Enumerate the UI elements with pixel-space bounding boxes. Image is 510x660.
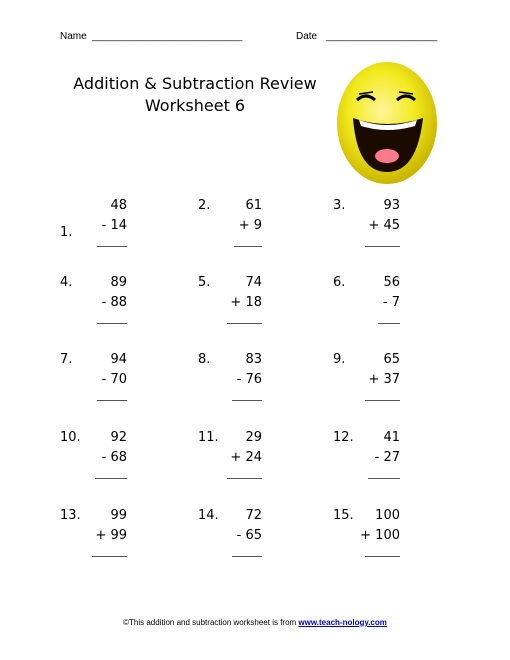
answer-line[interactable] [95, 478, 127, 479]
top-operand: 65 [383, 352, 400, 367]
answer-line[interactable] [232, 556, 262, 557]
bottom-operand: + 9 [238, 218, 262, 233]
problem-number: 5. [198, 275, 211, 290]
title-line-1: Addition & Subtraction Review [73, 74, 317, 93]
answer-line[interactable] [365, 246, 400, 247]
answer-line[interactable] [227, 323, 262, 324]
laughing-smiley-face-icon [335, 60, 440, 186]
top-operand: 29 [245, 430, 262, 445]
problem-number: 15. [333, 508, 354, 523]
top-operand: 99 [110, 508, 127, 523]
problem-number: 3. [333, 198, 346, 213]
bottom-operand: + 99 [95, 528, 127, 543]
bottom-operand: + 24 [230, 450, 262, 465]
top-operand: 56 [383, 275, 400, 290]
answer-line[interactable] [232, 400, 262, 401]
top-operand: 92 [110, 430, 127, 445]
answer-line[interactable] [378, 323, 400, 324]
worksheet-title [60, 73, 330, 117]
top-operand: 72 [245, 508, 262, 523]
answer-line[interactable] [368, 478, 400, 479]
top-operand: 100 [375, 508, 400, 523]
answer-line[interactable] [365, 556, 400, 557]
top-operand: 83 [245, 352, 262, 367]
answer-line[interactable] [92, 556, 127, 557]
answer-line[interactable] [97, 323, 127, 324]
name-field-line[interactable]: ___________________________ [92, 31, 243, 42]
bottom-operand: - 27 [374, 450, 400, 465]
problem-number: 14. [198, 508, 219, 523]
copyright-footer [0, 618, 510, 627]
top-operand: 94 [110, 352, 127, 367]
teach-nology-link[interactable]: www.teach-nology.com [298, 618, 387, 627]
title-line-2: Worksheet 6 [144, 96, 246, 115]
problem-number: 9. [333, 352, 346, 367]
bottom-operand: - 65 [236, 528, 262, 543]
top-operand: 61 [245, 198, 262, 213]
bottom-operand: - 76 [236, 372, 262, 387]
date-field-line[interactable]: ____________________ [326, 31, 438, 42]
top-operand: 93 [383, 198, 400, 213]
answer-line[interactable] [234, 246, 262, 247]
name-label: Name [60, 31, 87, 42]
bottom-operand: - 68 [101, 450, 127, 465]
bottom-operand: + 100 [360, 528, 400, 543]
date-label: Date [296, 31, 318, 42]
answer-line[interactable] [97, 246, 127, 247]
top-operand: 41 [383, 430, 400, 445]
bottom-operand: + 18 [230, 295, 262, 310]
bottom-operand: - 14 [101, 218, 127, 233]
top-operand: 48 [110, 198, 127, 213]
bottom-operand: - 70 [101, 372, 127, 387]
top-operand: 89 [110, 275, 127, 290]
bottom-operand: - 7 [382, 295, 400, 310]
problem-number: 6. [333, 275, 346, 290]
bottom-operand: + 37 [368, 372, 400, 387]
problem-number: 8. [198, 352, 211, 367]
problem-number: 2. [198, 198, 211, 213]
top-operand: 74 [245, 275, 262, 290]
answer-line[interactable] [97, 400, 127, 401]
problem-number: 12. [333, 430, 354, 445]
problem-number: 11. [198, 430, 219, 445]
problem-number: 7. [60, 352, 73, 367]
problem-number: 4. [60, 275, 73, 290]
answer-line[interactable] [227, 478, 262, 479]
bottom-operand: + 45 [368, 218, 400, 233]
problem-number: 10. [60, 430, 81, 445]
problem-number: 13. [60, 508, 81, 523]
footer-text: ©This addition and subtraction worksheet is from [123, 618, 299, 627]
problem-number: 1. [60, 225, 73, 240]
bottom-operand: - 88 [101, 295, 127, 310]
answer-line[interactable] [365, 400, 400, 401]
